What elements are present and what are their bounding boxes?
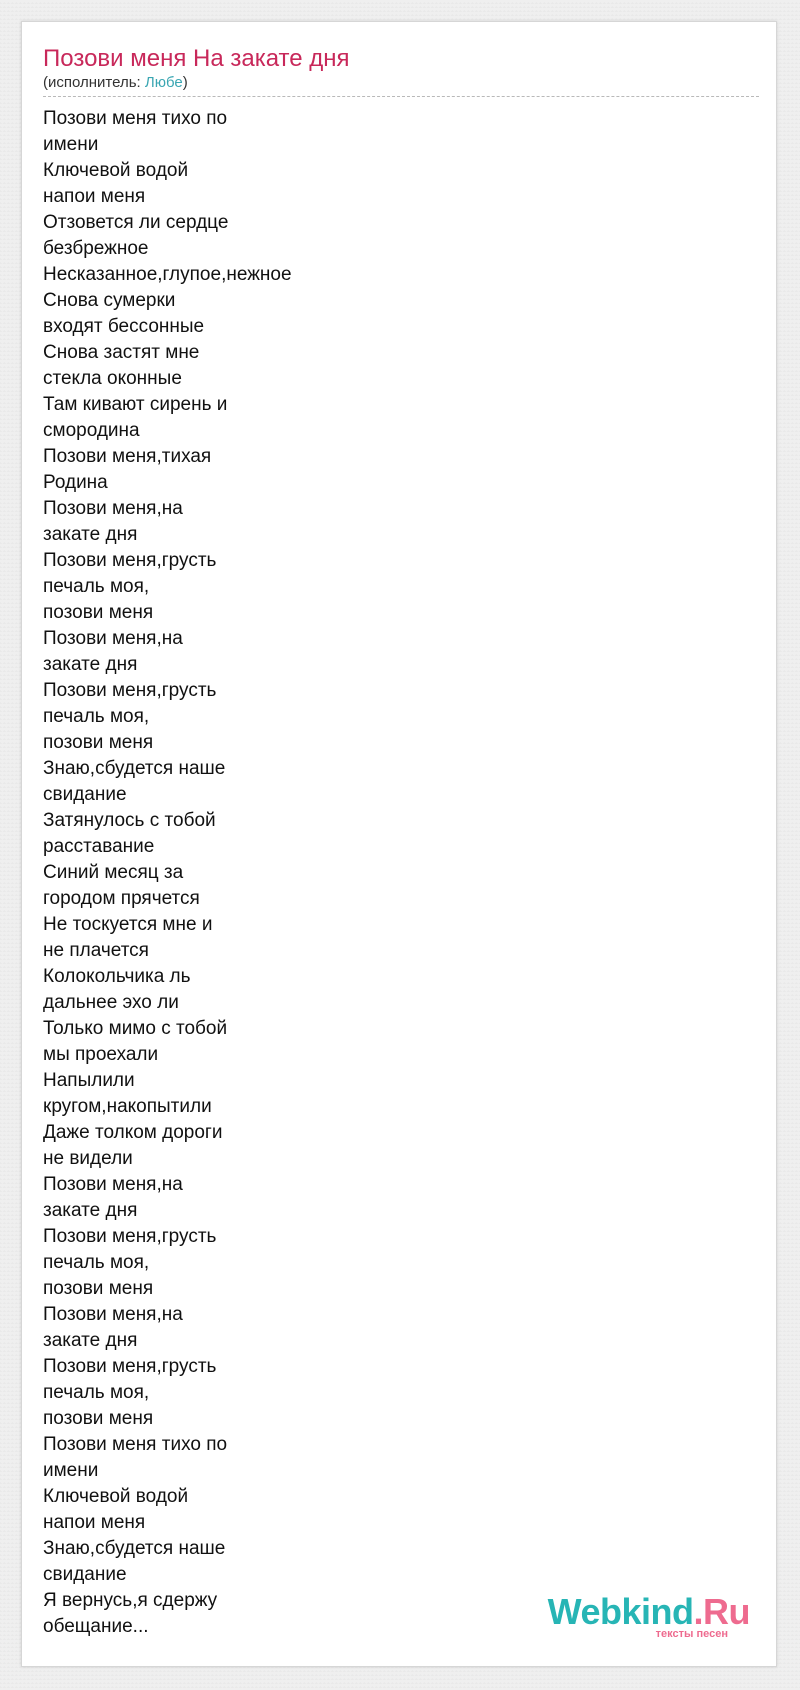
lyric-line: позови меня [43, 732, 154, 753]
lyric-line: Колокольчика ль [43, 966, 191, 987]
song-header [43, 44, 759, 97]
lyrics-body [43, 106, 643, 1640]
lyric-line: Позови меня,грусть [43, 1226, 217, 1247]
logo-wordmark [548, 1592, 750, 1632]
lyric-line: Там кивают сирень и [43, 394, 228, 415]
lyric-line: Родина [43, 472, 108, 493]
page-title: Позови меня На закате дня [43, 45, 350, 72]
lyric-line: печаль моя, [43, 1382, 150, 1403]
lyric-line: безбрежное [43, 238, 149, 259]
lyric-line: стекла оконные [43, 368, 182, 389]
lyric-line: Синий месяц за [43, 862, 184, 883]
lyric-line: Снова сумерки [43, 290, 176, 311]
lyric-line: Позови меня тихо по [43, 1434, 228, 1455]
lyric-line: свидание [43, 784, 127, 805]
lyric-line: позови меня [43, 1408, 154, 1429]
lyric-line: напои меня [43, 1512, 146, 1533]
lyric-line: свидание [43, 1564, 127, 1585]
artist-suffix: ) [182, 74, 188, 91]
lyric-line: печаль моя, [43, 1252, 150, 1273]
lyric-line: Позови меня,на [43, 628, 183, 649]
lyric-line: Позови меня,грусть [43, 1356, 217, 1377]
lyric-line: закате дня [43, 524, 138, 545]
lyric-line: позови меня [43, 602, 154, 623]
webkind-logo[interactable] [547, 1591, 750, 1644]
artist-link[interactable]: Любе [144, 74, 183, 91]
lyric-line: смородина [43, 420, 140, 441]
artist-prefix: (исполнитель: [43, 74, 145, 91]
lyric-line: Ключевой водой [43, 1486, 189, 1507]
lyric-line: кругом,накопытили [43, 1096, 212, 1117]
lyric-line: печаль моя, [43, 576, 150, 597]
logo-main-text: Webkind [547, 1591, 694, 1632]
logo-tagline: тексты песен [655, 1628, 728, 1640]
lyric-line: Только мимо с тобой [43, 1018, 228, 1039]
lyric-line: печаль моя, [43, 706, 150, 727]
lyric-line: Позови меня тихо по [43, 108, 228, 129]
lyric-line: входят бессонные [43, 316, 205, 337]
lyric-line: Позови меня,грусть [43, 550, 217, 571]
lyric-line: Позови меня,на [43, 498, 183, 519]
lyric-line: Даже толком дороги [43, 1122, 223, 1143]
artist-line [43, 74, 759, 92]
lyric-line: не плачется [43, 940, 149, 961]
lyric-line: закате дня [43, 1330, 138, 1351]
lyric-line: Позови меня,на [43, 1304, 183, 1325]
lyric-line: Затянулось с тобой [43, 810, 216, 831]
lyric-line: не видели [43, 1148, 133, 1169]
lyric-line: Позови меня,на [43, 1174, 183, 1195]
lyric-line: расставание [43, 836, 155, 857]
lyric-line: закате дня [43, 654, 138, 675]
lyric-line: Ключевой водой [43, 160, 189, 181]
lyric-line: закате дня [43, 1200, 138, 1221]
logo-suffix-text: .Ru [693, 1591, 750, 1632]
lyric-line: Несказанное,глупое,нежное [43, 264, 292, 285]
lyric-line: Знаю,сбудется наше [43, 758, 226, 779]
lyric-line: Я вернусь,я сдержу [43, 1590, 218, 1611]
lyric-line: Не тоскуется мне и [43, 914, 213, 935]
lyric-line: дальнее эхо ли [43, 992, 179, 1013]
lyric-line: обещание... [43, 1616, 149, 1637]
lyric-line: городом прячется [43, 888, 200, 909]
lyric-line: Позови меня,тихая [43, 446, 212, 467]
lyric-line: Позови меня,грусть [43, 680, 217, 701]
lyric-line: мы проехали [43, 1044, 159, 1065]
lyric-line: позови меня [43, 1278, 154, 1299]
lyric-line: Напылили [43, 1070, 135, 1091]
lyric-line: Отзовется ли сердце [43, 212, 229, 233]
lyric-line: напои меня [43, 186, 146, 207]
lyric-line: имени [43, 134, 99, 155]
lyric-line: Знаю,сбудется наше [43, 1538, 226, 1559]
lyric-line: Снова застят мне [43, 342, 200, 363]
content-card [21, 21, 777, 1667]
lyric-line: имени [43, 1460, 99, 1481]
